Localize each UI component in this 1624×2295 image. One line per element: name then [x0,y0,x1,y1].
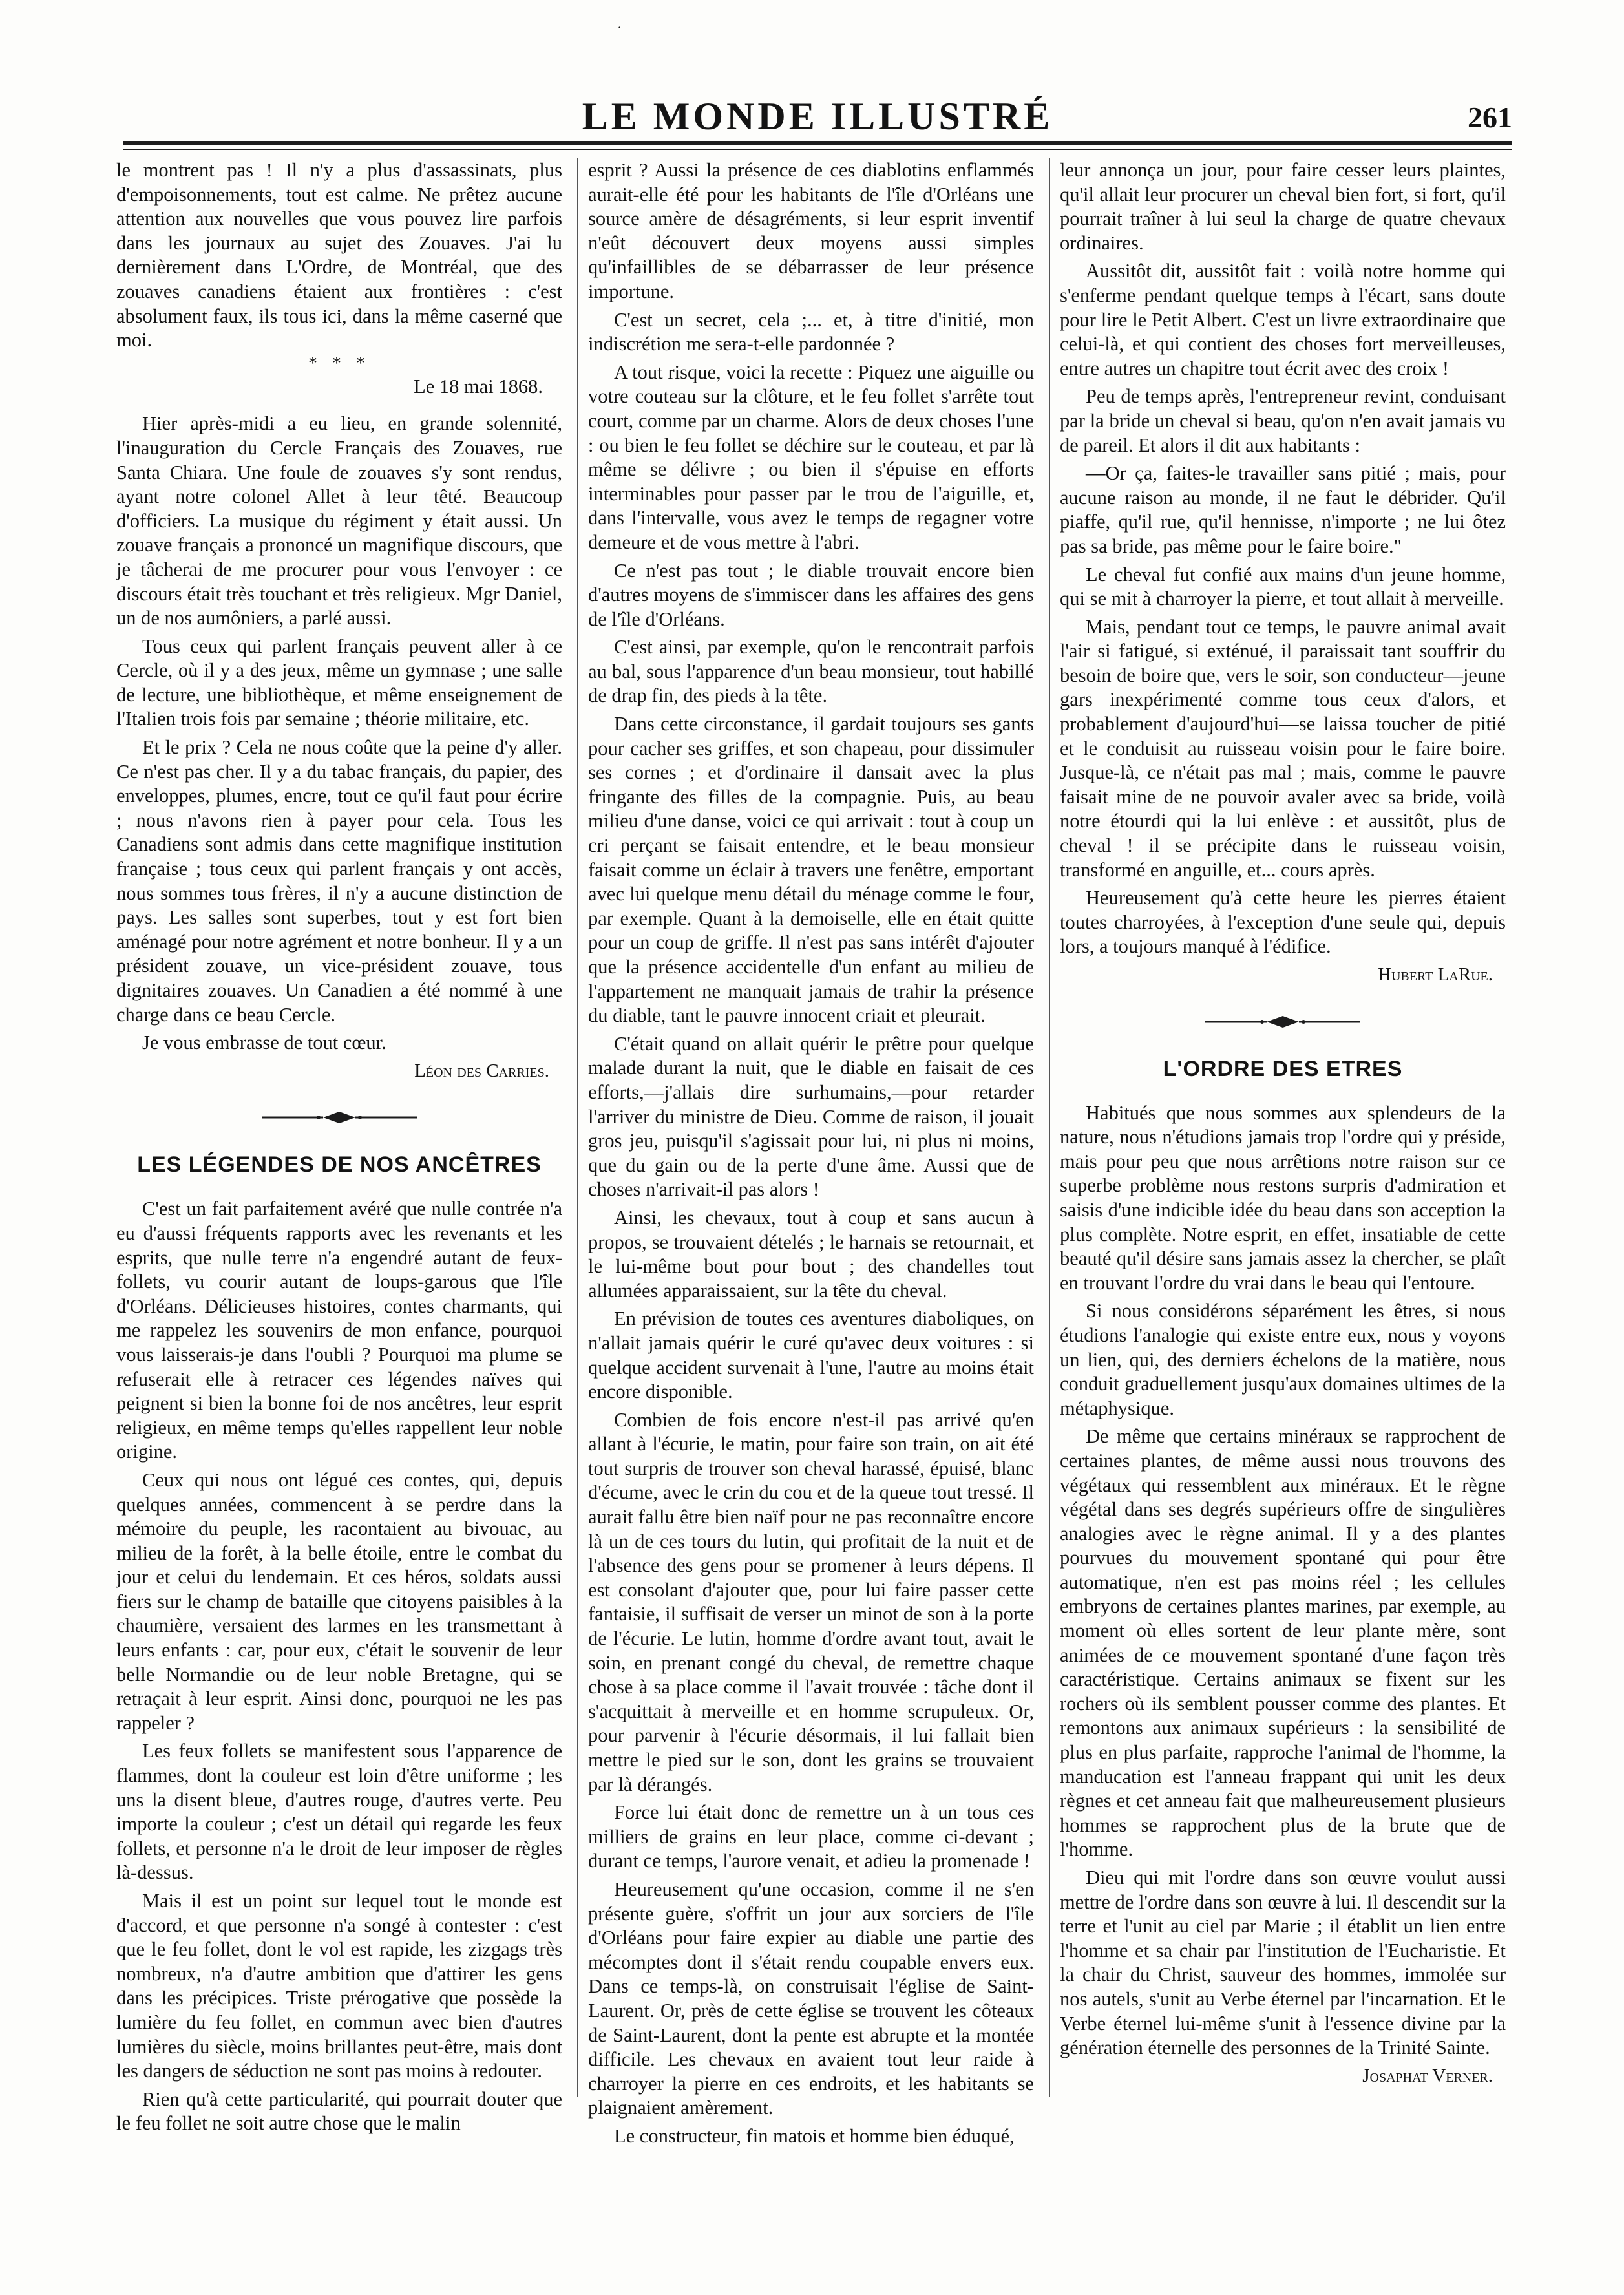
publication-title: LE MONDE ILLUSTRÉ [582,95,1053,138]
header-rule-thin [123,149,1512,150]
paragraph: De même que certains minéraux se rapprochent de certaines plantes, de même aussi nous trouvons des végétaux qui ressemblent aux minéraux. Et le règne végétal dans ses degrés supérieurs offre de singulières analogies avec le règne animal. Il y a des plantes pourvues du mouvement spontané qui pour être automatique, n'en est pas moins réel ; les cellules embryons de certaines plantes marines, par exemple, au moment où elles sortent de leur plante mère, sont animées de ce mouvement spontané d'une façon très caractéristique. Certains animaux se fixent sur les rochers où ils semblent pousser comme des plantes. Et remontons aux animaux supérieurs : la sensibilité de plus en plus parfaite, rapproche l'animal de l'homme, la manducation est l'anneau frappant qui unit les deux règnes et cet anneau fait que malheureusement plusieurs hommes se rapprochent plus de la brute que de l'homme. [1060,1425,1506,1861]
paragraph: Tous ceux qui parlent français peuvent aller à ce Cercle, où il y a des jeux, même un gymnase ; une salle de lecture, une bibliothèque, et même enseignement de l'Italien trois fois par semaine ; théorie militaire, etc. [116,635,562,730]
paragraph: Si nous considérons séparément les êtres, si nous étudions l'analogie qui existe entre eux, nous y voyons un lien, qui, des derniers échelons de la matière, nous conduit graduellement jusqu'aux domaines ultimes de la métaphysique. [1060,1300,1506,1419]
ornament-divider [255,1109,423,1126]
column-1 [116,158,562,2135]
print-speck: · [617,19,622,36]
paragraph: Le constructeur, fin matois et homme bien éduqué, [614,2124,1015,2147]
paragraph: Ainsi, les chevaux, tout à coup et sans aucun à propos, se trouvaient dételés ; le harnais se retournait, et le lui-même bout pour bout ; des chandelles tout allumées apparaissaient, sur la tête du cheval. [588,1206,1034,1302]
paragraph: Force lui était donc de remettre un à un tous ces milliers de grains en leur place, comme ci-devant ; durant ce temps, l'aurore venait, et adieu la promenade ! [588,1801,1034,1872]
paragraph: Le cheval fut confié aux mains d'un jeune homme, qui se mit à charroyer la pierre, et tout allait à merveille. [1060,563,1506,610]
paragraph: Rien qu'à cette particularité, qui pourrait douter que le feu follet ne soit autre chose que le malin [116,2088,562,2135]
paragraph: Hier après-midi a eu lieu, en grande solennité, l'inauguration du Cercle Français des Zouaves, rue Santa Chiara. Une foule de zouaves s'y sont rendus, ayant notre colonel Allet à leur têté. Beaucoup d'officiers. La musique du régiment y était aussi. Un zouave français a prononcé un magnifique discours, que je tâcherai de me procurer pour vous l'envoyer : ce discours était très touchant et très religieux. Mgr Daniel, un de nos aumôniers, a parlé aussi. [116,412,562,629]
section-title: LES LÉGENDES DE NOS ANCÊTRES [137,1152,542,1178]
paragraph: Ceux qui nous ont légué ces contes, qui, depuis quelques années, commencent à se perdre dans la mémoire du peuple, les racontaient au bivouac, au milieu de la forêt, à la belle étoile, entre le combat du jour et celui du lendemain. Et ces héros, soldats aussi fiers sur le champ de bataille que citoyens paisibles à la chaumière, versaient des larmes en les transmettant à leurs enfants : car, pour eux, c'était le souvenir de leur belle Normandie ou de leur noble Bretagne, qui se retraçait à leur esprit. Ainsi donc, pourquoi ne les pas rappeler ? [116,1468,562,1734]
author-signature: Léon des Carries. [414,1060,549,1081]
paragraph: Ce n'est pas tout ; le diable trouvait encore bien d'autres moyens de s'immiscer dans les affaires des gens de l'île d'Orléans. [588,559,1034,630]
page-number: 261 [1468,101,1512,134]
paragraph: Heureusement qu'à cette heure les pierres étaient toutes charroyées, à l'exception d'une seule qui, depuis lors, a toujours manqué à l'édifice. [1060,887,1506,958]
paragraph: Dieu qui mit l'ordre dans son œuvre voulut aussi mettre de l'ordre dans son œuvre à lui. Il descendit sur la terre et l'unit au ciel par Marie ; il établit un lien entre l'homme et sa chair par l'institution de l'Eucharistie. Et la chair du Christ, sauveur des hommes, immolée sur nos autels, s'unit au Verbe éternel par l'incarnation. Et le Verbe éternel lui-même s'unit à l'essence divine par la génération éternelle des personnes de la Trinité Sainte. [1060,1867,1506,2059]
paragraph: Aussitôt dit, aussitôt fait : voilà notre homme qui s'enferme pendant quelque temps à l'écart, sans doute pour lire le Petit Albert. C'est un livre extraordinaire que celui-là, et qui contient des choses fort merveilleuses, entre autres un chapitre tout écrit avec des croix ! [1060,260,1506,379]
column-divider [1049,158,1050,2097]
column-3 [1060,158,1506,2123]
section-title: L'ORDRE DES ETRES [1163,1056,1403,1081]
ornament-divider [1199,1013,1367,1030]
paragraph: Heureusement qu'une occasion, comme il ne s'en présente guère, s'offrit un jour aux sorciers de l'île d'Orléans pour faire expier au diable une partie des mécomptes dont il s'était rendu coupable envers eux. Dans ce temps-là, on construisait l'église de Saint-Laurent. Or, près de cette église se trouvent les côteaux de Saint-Laurent, dont la pente est abrupte et la montée difficile. Les chevaux en avaient tout leur raide à charroyer la pierre en ces endroits, et les habitants se plaignaient amèrement. [588,1877,1034,2119]
author-signature: Hubert LaRue. [1378,964,1493,985]
paragraph: Habitués que nous sommes aux splendeurs de la nature, nous n'étudions jamais trop l'ordre qui y préside, mais pour peu que nous arrêtions notre raison sur ce superbe problème nous restons surpris d'admiration et saisis d'une indicible idée du beau dans son acception la plus complète. Notre esprit, en effet, insatiable de cette beauté qu'il désire sans jamais assez la chercher, se plaît en trouvant l'ordre du vrai dans le beau qui l'entoure. [1060,1101,1506,1294]
paragraph: —Or ça, faites-le travailler sans pitié ; mais, pour aucune raison au monde, il ne faut le débrider. Qu'il piaffe, qu'il rue, qu'il hennisse, n'importe ; ne lui ôtez pas sa bride, pas même pour le faire boire." [1060,462,1506,557]
paragraph: le montrent pas ! Il n'y a plus d'assassinats, plus d'empoisonnements, tout est calme. Ne prêtez aucune attention aux nouvelles que vous pouvez lire parfois dans les journaux au sujet des Zouaves. J'ai lu dernièrement dans L'Ordre, de Montréal, que des zouaves canadiens étaient aux frontières : c'est absolument faux, ils tous ici, dans la même caserné que moi. [116,159,562,352]
asterism: * * * [308,353,370,374]
paragraph: esprit ? Aussi la présence de ces diablotins enflammés aurait-elle été pour les habitants de l'île d'Orléans une source amère de désagréments, si leur esprit inventif n'eût découvert deux moyens aussi simples qu'infaillibles de se débarrasser de leur présence importune. [588,159,1034,302]
paragraph: A tout risque, voici la recette : Piquez une aiguille ou votre couteau sur la clôture, et le feu follet s'arrête tout court, comme par un charme. Alors de deux choses l'une : ou bien le feu follet se déchire sur le couteau, et par là même se délivre ; ou bien il s'épuise en efforts interminables pour passer par le trou de l'aiguille, et, dans l'intervalle, vous avez le temps de regagner votre demeure et de vous mettre à l'abri. [588,361,1034,553]
paragraph: leur annonça un jour, pour faire cesser leurs plaintes, qu'il allait leur procurer un cheval bien fort, si fort, qu'il pourrait traîner à lui seul la charge de quatre chevaux ordinaires. [1060,159,1506,254]
header-rule [123,141,1512,145]
paragraph: C'est un secret, cela ;... et, à titre d'initié, mon indiscrétion me sera-t-elle pardonnée ? [588,308,1034,355]
paragraph: En prévision de toutes ces aventures diaboliques, on n'allait jamais quérir le curé qu'avec deux voitures : si quelque accident survenait à l'une, l'autre au moins était encore disponible. [588,1307,1034,1403]
paragraph: Les feux follets se manifestent sous l'apparence de flammes, dont la couleur est loin d'être uniforme ; les uns la disent bleue, d'autres rouge, d'autres verte. Peu importe la couleur ; c'est un détail qui regarde les feux follets, et personne n'a le droit de leur imposer de règles là-dessus. [116,1740,562,1884]
paragraph: Mais, pendant tout ce temps, le pauvre animal avait l'air si fatigué, si exténué, il paraissait tant souffrir du besoin de boire que, vers le soir, son conducteur—jeune gars inexpérimenté comme tous ceux d'alors, et probablement d'aujourd'hui—se laissa toucher de pitié et le conduisit au ruisseau voisin pour le faire boire. Jusque-là, ce n'était pas mal ; mais, comme le pauvre faisait mine de ne pouvoir avaler avec sa bride, voilà notre étourdi qui la lui enlève : et aussitôt, plus de cheval ! il se précipite dans le ruisseau voisin, transformé en anguille, et... cours après. [1060,615,1506,881]
paragraph: Je vous embrasse de tout cœur. [142,1031,386,1054]
paragraph: Combien de fois encore n'est-il pas arrivé qu'en allant à l'écurie, le matin, pour faire son train, on ait été tout surpris de trouver son cheval harassé, épuisé, blanc d'écume, avec le crin du cou et de la queue tout tressé. Il aurait fallu être bien naïf pour ne pas reconnaître encore là un de ces tours du lutin, qui profitait de la nuit et de l'absence des gens pour se promener à leurs dépens. Il est consolant d'ajouter que, pour lui faire passer cette fantaisie, il suffisait de verser un minot de son à la porte de l'écurie. Le lutin, homme d'ordre avant tout, avait le soin, en prenant congé du cheval, de remettre chaque chose à sa place comme il l'avait trouvée : tâche dont il s'acquittait à merveille et en homme scrupuleux. Or, pour parvenir à l'écurie désormais, il lui fallait bien mettre le pied sur le son, dont les grains se trouvaient par là dérangés. [588,1408,1034,1795]
paragraph: Et le prix ? Cela ne nous coûte que la peine d'y aller. Ce n'est pas cher. Il y a du tabac français, du papier, des enveloppes, plumes, encre, tout ce qu'il faut pour écrire ; nous n'avons rien à payer pour cela. Tous les Canadiens sont admis dans cette magnifique institution française ; tous ceux qui parlent français y ont accès, nous sommes tous frères, il n'y a aucune distinction de pays. Les salles sont superbes, tout y est fort bien aménagé pour notre agrément et notre bonheur. Il y a un président zouave, un vice-président zouave, tous dignitaires zouaves. Un Canadien a été nommé à une charge dans ce beau Cercle. [116,736,562,1026]
paragraph: Peu de temps après, l'entrepreneur revint, conduisant par la bride un cheval si beau, qu'on n'en avait jamais vu de pareil. Et alors il dit aux habitants : [1060,385,1506,456]
column-divider [577,158,578,2097]
column-2 [588,158,1034,2147]
paragraph: C'était quand on allait quérir le prêtre pour quelque malade durant la nuit, que le diable en faisait de ces efforts,—j'allais dire surhumains,—pour retarder l'arriver du ministre de Dieu. Comme de raison, il jouait gros jeu, puisqu'il s'agissait pour lui, ni plus ni moins, que du gain ou de la perte d'une âme. Aussi que de choses n'arrivait-il pas alors ! [588,1032,1034,1201]
paragraph: Dans cette circonstance, il gardait toujours ses gants pour cacher ses griffes, et son chapeau, pour dissimuler ses cornes ; et d'ordinaire il dansait avec la plus fringante des filles de la compagnie. Puis, au beau milieu d'une danse, voici ce qui arrivait : tout à coup un cri perçant se faisait entendre, et le beau monsieur faisait comme un éclair à travers une fenêtre, emportant avec lui quelque menu détail du ménage comme le four, par exemple. Quant à la demoiselle, elle en était quitte pour un coup de griffe. Il n'est pas sans intérêt d'ajouter que la présence accidentelle d'un enfant au milieu de l'appartement ne manquait jamais de trahir la présence du diable, tant le pauvre innocent criait et pleurait. [588,713,1034,1027]
paragraph: Mais il est un point sur lequel tout le monde est d'accord, et que personne n'a songé à contester : c'est que le feu follet, dont le vol est rapide, les zizgags très nombreux, n'a d'autre ambition que d'attirer les gens dans les précipices. Triste prérogative que possède la lumière du feu follet, en commun avec bien d'autres lumières du siècle, moins brillantes peut-être, mais dont les dangers de séduction ne sont pas moins à redouter. [116,1890,562,2082]
author-signature: Josaphat Verner. [1362,2065,1493,2086]
paragraph: C'est ainsi, par exemple, qu'on le rencontrait parfois au bal, sous l'apparence d'un beau monsieur, tout habillé de drap fin, des pieds à la tête. [588,636,1034,707]
masthead [123,97,1512,136]
dateline: Le 18 mai 1868. [414,375,543,397]
paragraph: C'est un fait parfaitement avéré que nulle contrée n'a eu d'aussi fréquents rapports avec les revenants et les esprits, que nulle terre n'a engendré autant de feux-follets, vu courir autant de loups-garous que l'île d'Orléans. Délicieuses histoires, contes charmants, qui me rappelez les souvenirs de mon enfance, pourquoi vous laisserais-je dans l'oubli ? Pourquoi ma plume se refuserait elle à retracer ces légendes naïves qui peignent si bien la bonne foi de nos ancêtres, leur esprit religieux, en même temps qu'elles rappellent leur noble origine. [116,1198,562,1463]
